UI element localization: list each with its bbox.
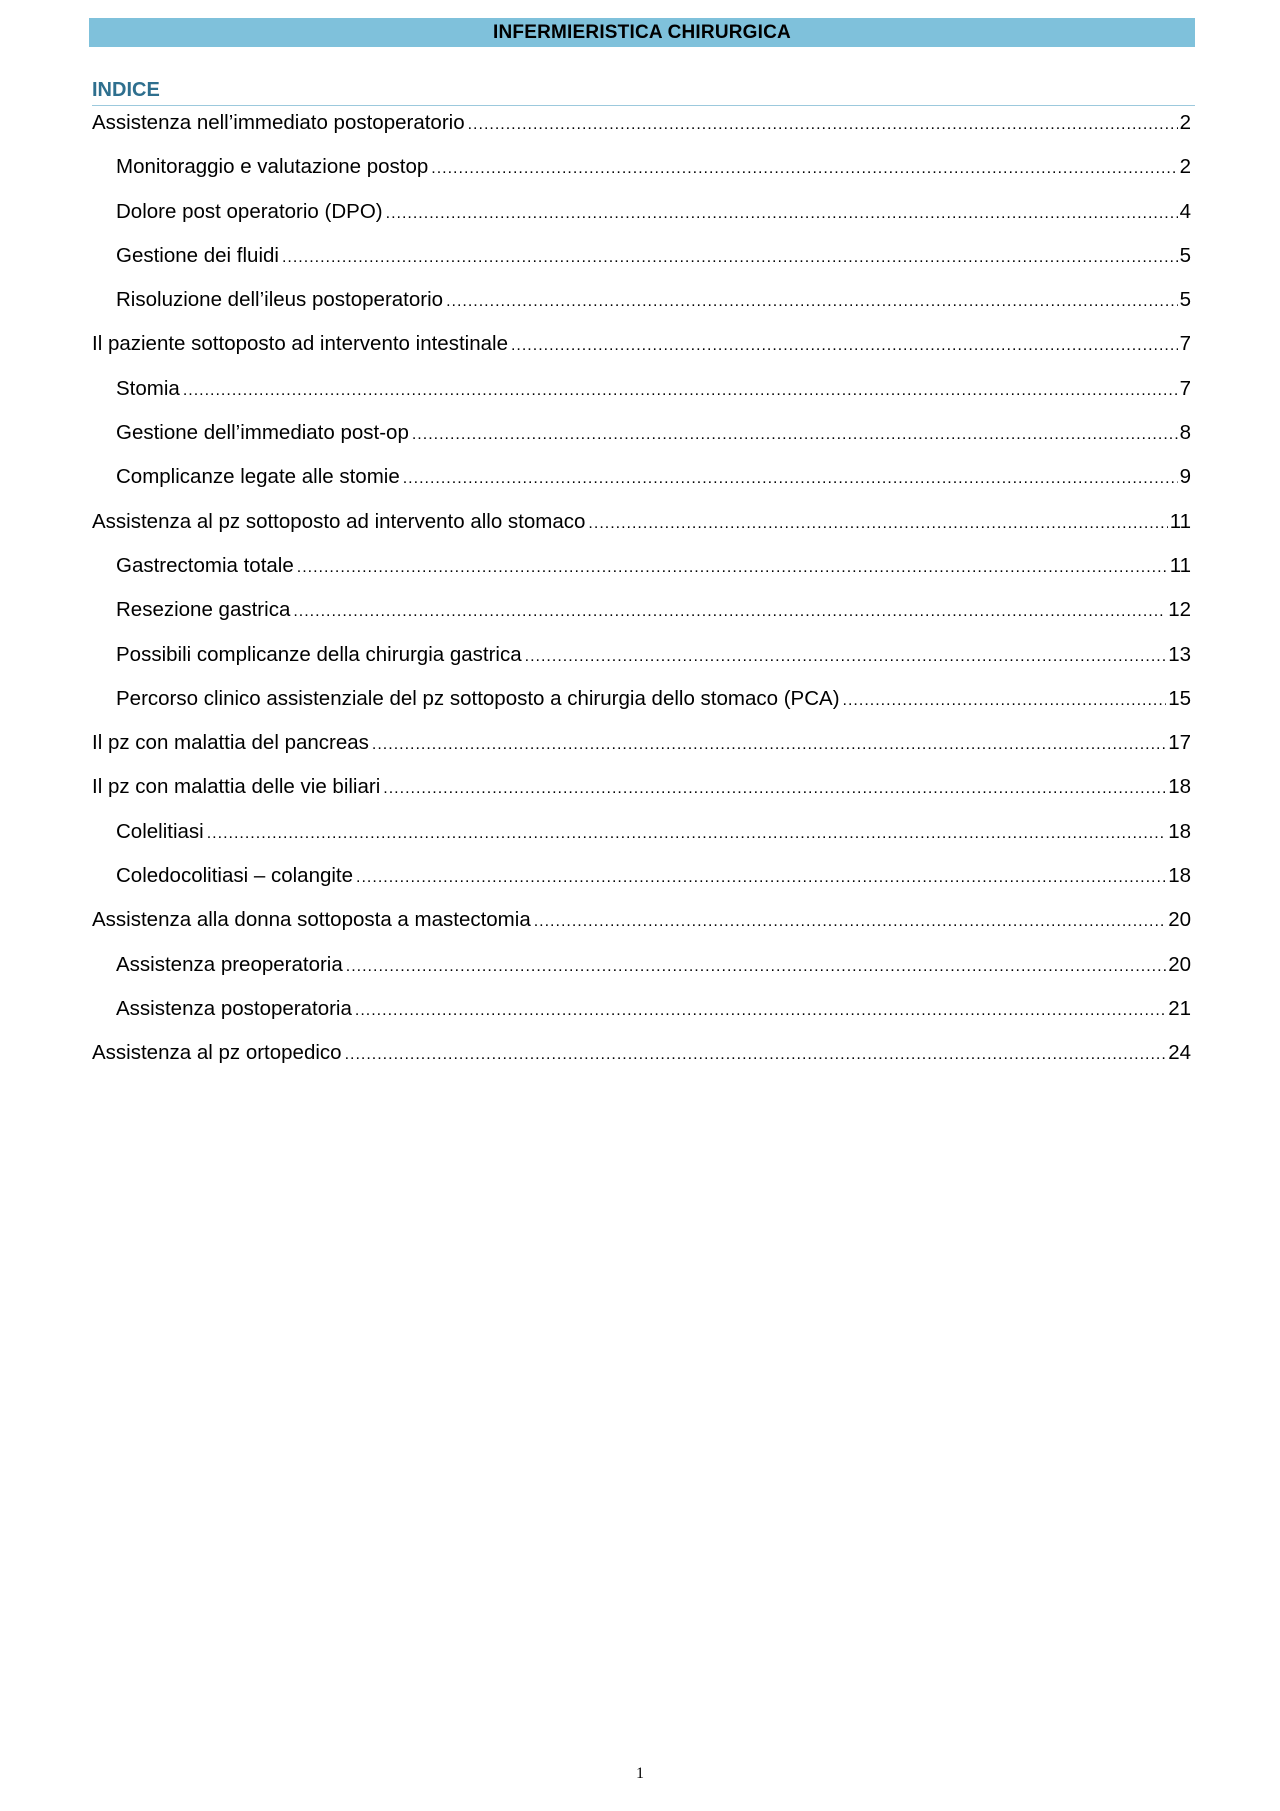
toc-heading [92, 76, 1195, 106]
toc-entry[interactable] [92, 683, 1191, 727]
toc-entry[interactable] [92, 550, 1191, 594]
toc-entry[interactable] [92, 461, 1191, 505]
toc-entry[interactable] [92, 284, 1191, 328]
toc-entry-page: 5 [1179, 243, 1191, 267]
toc-entry-page: 7 [1179, 332, 1191, 356]
toc-entry-label: Percorso clinico assistenziale del pz sottoposto a chirurgia dello stomaco (PCA) [116, 686, 840, 710]
toc-heading-text: INDICE [92, 79, 160, 101]
toc-dot-leader [431, 153, 1177, 185]
toc-dot-leader [282, 242, 1178, 274]
toc-entry-page: 18 [1168, 819, 1191, 843]
toc-entry-label: Risoluzione dell’ileus postoperatorio [116, 288, 444, 312]
toc-entry-label: Resezione gastrica [116, 598, 291, 622]
toc-entry-label: Il paziente sottoposto ad intervento intestinale [92, 332, 508, 356]
toc-entry-page: 20 [1168, 908, 1191, 932]
toc-entry[interactable] [92, 816, 1191, 860]
toc-entry-label: Gestione dei fluidi [116, 243, 279, 267]
toc-entry-label: Assistenza nell’immediato postoperatorio [92, 111, 465, 134]
toc-entry-label: Assistenza preoperatoria [116, 952, 343, 976]
toc-entry-label: Assistenza alla donna sottoposta a mastectomia [92, 908, 531, 932]
toc-entry-label: Coledocolitiasi – colangite [116, 864, 354, 888]
toc-entry-page: 15 [1168, 686, 1191, 710]
toc-entry[interactable] [92, 860, 1191, 904]
toc-entry-label: Stomia [116, 376, 180, 400]
toc-entry-page: 20 [1168, 952, 1191, 976]
toc-dot-leader [346, 951, 1166, 983]
toc-entry-label: Assistenza postoperatoria [116, 996, 352, 1020]
toc-entry[interactable] [92, 417, 1191, 461]
toc-entry-label: Il pz con malattia delle vie biliari [92, 775, 381, 799]
page-number: 1 [636, 1765, 644, 1782]
toc-entry-page: 21 [1168, 996, 1191, 1020]
toc-entry-page: 24 [1168, 1041, 1191, 1065]
toc-entry[interactable] [92, 328, 1191, 372]
toc-dot-leader [207, 818, 1166, 850]
toc-dot-leader [446, 286, 1178, 318]
toc-entry-label: Dolore post operatorio (DPO) [116, 199, 383, 223]
toc-dot-leader [183, 375, 1178, 407]
toc-entry-page: 12 [1168, 598, 1191, 622]
toc-entry-label: Gastrectomia totale [116, 553, 294, 577]
toc-entry-page: 8 [1179, 421, 1191, 445]
toc-entry[interactable] [92, 993, 1191, 1037]
toc-entry[interactable] [92, 151, 1191, 195]
toc-entry[interactable] [92, 373, 1191, 417]
toc-entry[interactable] [92, 107, 1191, 151]
document-title-bar [89, 18, 1195, 47]
toc-dot-leader [372, 729, 1166, 761]
toc-dot-leader [355, 995, 1166, 1027]
toc-dot-leader [843, 685, 1167, 717]
toc-entry-page: 2 [1179, 155, 1191, 179]
toc-entry[interactable] [92, 727, 1191, 771]
toc-dot-leader [386, 198, 1178, 230]
toc-entry-label: Il pz con malattia del pancreas [92, 731, 369, 755]
toc-dot-leader [403, 463, 1178, 495]
toc-entry-page: 4 [1179, 199, 1191, 223]
toc-entry[interactable] [92, 506, 1191, 550]
toc-entry-label: Assistenza al pz ortopedico [92, 1041, 342, 1065]
toc-entry-page: 11 [1169, 509, 1191, 533]
toc-dot-leader [511, 330, 1178, 362]
toc-entry-page: 9 [1179, 465, 1191, 489]
toc-dot-leader [468, 109, 1178, 141]
toc-dot-leader [588, 508, 1167, 540]
toc-entry-page: 5 [1179, 288, 1191, 312]
toc-dot-leader [345, 1039, 1167, 1071]
table-of-contents [92, 107, 1191, 1082]
toc-entry-label: Complicanze legate alle stomie [116, 465, 400, 489]
document-title: INFERMIERISTICA CHIRURGICA [493, 21, 791, 43]
toc-entry-page: 2 [1179, 111, 1191, 134]
toc-entry-page: 18 [1168, 775, 1191, 799]
toc-entry[interactable] [92, 594, 1191, 638]
toc-entry[interactable] [92, 196, 1191, 240]
toc-dot-leader [297, 552, 1168, 584]
toc-entry[interactable] [92, 240, 1191, 284]
toc-entry[interactable] [92, 904, 1191, 948]
toc-dot-leader [293, 596, 1166, 628]
toc-entry-page: 17 [1168, 731, 1191, 755]
toc-dot-leader [356, 862, 1166, 894]
toc-entry[interactable] [92, 639, 1191, 683]
toc-dot-leader [412, 419, 1178, 451]
toc-entry-label: Possibili complicanze della chirurgia gastrica [116, 642, 522, 666]
toc-dot-leader [383, 773, 1166, 805]
toc-entry-page: 7 [1179, 376, 1191, 400]
toc-entry-page: 18 [1168, 864, 1191, 888]
toc-entry-page: 13 [1168, 642, 1191, 666]
toc-entry[interactable] [92, 771, 1191, 815]
toc-dot-leader [534, 906, 1166, 938]
toc-entry[interactable] [92, 949, 1191, 993]
toc-dot-leader [525, 641, 1167, 673]
toc-entry[interactable] [92, 1037, 1191, 1081]
toc-entry-label: Gestione dell’immediato post-op [116, 421, 409, 445]
toc-entry-label: Monitoraggio e valutazione postop [116, 155, 429, 179]
toc-entry-label: Assistenza al pz sottoposto ad intervento allo stomaco [92, 509, 586, 533]
toc-entry-page: 11 [1169, 553, 1191, 577]
toc-entry-label: Colelitiasi [116, 819, 204, 843]
